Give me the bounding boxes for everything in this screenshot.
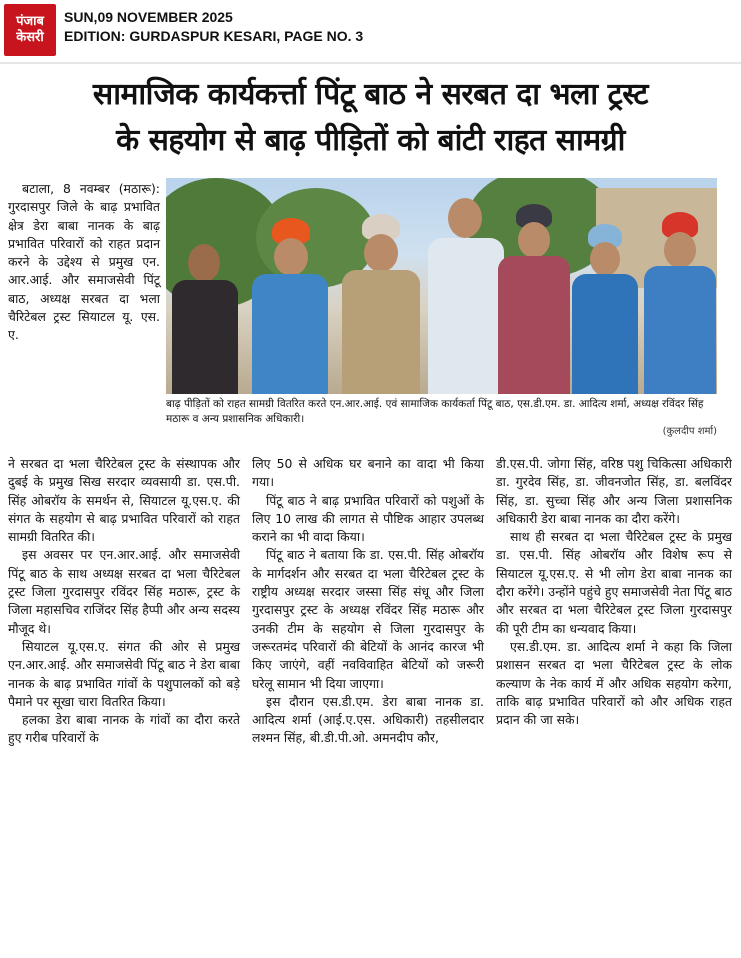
article-column-2 [252, 455, 484, 748]
article-column-3 [496, 455, 732, 729]
article-column-1 [8, 455, 240, 748]
publication-date: SUN,09 NOVEMBER 2025 [64, 9, 233, 25]
article-lead-column [8, 180, 160, 345]
photo-person [570, 224, 640, 394]
punjab-kesari-logo[interactable] [4, 4, 56, 56]
divider [0, 62, 741, 64]
article-photo[interactable] [166, 178, 717, 394]
article-paragraph: हलका डेरा बाबा नानक के गांवों का दौरा करते हुए गरीब परिवारों के [8, 712, 240, 746]
photo-person [496, 204, 572, 394]
photo-person [426, 198, 506, 394]
photo-person [642, 212, 717, 394]
article-paragraph: ने सरबत दा भला चैरिटेबल ट्रस्ट के संस्थापक और दुबई के प्रमुख सिख सरदार व्यवसायी डा. एस.पी. सिंह ओबरॉय के समर्थन से, सियाटल यू.एस.ए. की संगत के सहयोग से बाढ़ प्रभावित परिवारों को राहत सामग्री वितरित की। [8, 456, 240, 545]
edition-meta [64, 8, 363, 46]
photo-credit: (कुलदीप शर्मा) [662, 426, 717, 437]
headline-line-2: के सहयोग से बाढ़ पीड़ितों को बांटी राहत सामग्री [116, 123, 625, 158]
article-paragraph: पिंटू बाठ ने बताया कि डा. एस.पी. सिंह ओबरॉय के मार्गदर्शन और सरबत दा भला चैरिटेबल ट्रस्ट के राष्ट्रीय अध्यक्ष सरदार जस्सा सिंह संधू और जिला गुरदासपुर ट्रस्ट के अध्यक्ष रविंदर सिंह मठारू और उनकी टीम के सहयोग से जिला गुरदासपुर के जरूरतमंद परिवारों की बेटियों के आनंद कारज भी किए जाएंगे, वहीं नवविवाहित बेटियों को जरूरी घरेलू सामान भी दिया जाएगा। [252, 547, 484, 691]
article-paragraph: साथ ही सरबत दा भला चैरिटेबल ट्रस्ट के प्रमुख डा. एस.पी. सिंह ओबरॉय और विशेष रूप से सियाटल यू.एस.ए. से भी लोग डेरा बाबा नानक का दौरा करेंगे। उन्होंने पहुंचे हुए समाजसेवी नेता पिंटू बाठ और सरबत दा भला चैरिटेबल ट्रस्ट जिला गुरदासपुर की पूरी टीम का धन्यवाद किया। [496, 529, 732, 636]
article-paragraph: डी.एस.पी. जोगा सिंह, वरिष्ठ पशु चिकित्सा अधिकारी डा. गुरदेव सिंह, डा. जीवनजोत सिंह, डा. बलविंदर सिंह, डा. सुच्चा सिंह और अन्य जिला प्रशासनिक अधिकारी डेरा बाबा नानक का दौरा करेंगे। [496, 456, 732, 526]
article-paragraph: पिंटू बाठ ने बाढ़ प्रभावित परिवारों को पशुओं के लिए 10 लाख की लागत से पौष्टिक आहार उपलब्ध कराने का भी वादा किया। [252, 492, 484, 545]
article-paragraph: सियाटल यू.एस.ए. संगत की ओर से प्रमुख एन.आर.आई. और समाजसेवी पिंटू बाठ ने डेरा बाबा नानक के बाढ़ प्रभावित गांवों के पशुपालकों को बड़े पैमाने पर सूखा चारा वितरित किया। [8, 638, 240, 709]
edition-info: EDITION: GURDASPUR KESARI, PAGE NO. 3 [64, 28, 364, 44]
masthead-bar [0, 0, 741, 62]
logo-line-1: पंजाब [16, 14, 44, 29]
article-paragraph: इस दौरान एस.डी.एम. डेरा बाबा नानक डा. आदित्य शर्मा (आई.ए.एस. अधिकारी) तहसीलदार लश्मन सिंह, बी.डी.पी.ओ. अमनदीप कौर, [252, 693, 484, 746]
photo-person [248, 218, 330, 394]
article-paragraph: लिए 50 से अधिक घर बनाने का वादा भी किया गया। [252, 456, 484, 490]
page-bottom-edge [0, 950, 741, 958]
photo-person [338, 214, 422, 394]
photo-caption: बाढ़ पीड़ितों को राहत सामग्री वितरित करते एन.आर.आई. एवं सामाजिक कार्यकर्ता पिंटू बाठ, एस.डी.एम. डा. आदित्य शर्मा, अध्यक्ष रविंदर सिंह मठारू व अन्य प्रशासनिक अधिकारी। [166, 398, 704, 425]
article-lead: बटाला, 8 नवम्बर (मठारू): गुरदासपुर जिले के बाढ़ प्रभावित क्षेत्र डेरा बाबा नानक के बाढ़ प्रभावित परिवारों को राहत प्रदान करने के उद्देश्य से प्रमुख एन. आर.आई. और समाजसेवी पिंटू बाठ, अध्यक्ष सरबत दा भला चैरिटेबल ट्रस्ट सियाटल यू. एस. ए. [8, 181, 160, 343]
article-paragraph: एस.डी.एम. डा. आदित्य शर्मा ने कहा कि जिला प्रशासन सरबत दा भला चैरिटेबल ट्रस्ट के लोक कल्याण के नेक कार्य में और अधिक सहयोग करेगा, ताकि बाढ़ प्रभावित परिवारों को और अधिक राहत प्रदान की जा सके। [496, 638, 732, 728]
article-headline [10, 72, 731, 164]
photo-person [170, 244, 240, 394]
headline-line-1: सामाजिक कार्यकर्त्ता पिंटू बाठ ने सरबत दा भला ट्रस्ट [92, 77, 649, 112]
article-paragraph: इस अवसर पर एन.आर.आई. और समाजसेवी पिंटू बाठ के साथ अध्यक्ष सरबत दा भला चैरिटेबल ट्रस्ट जिला गुरदासपुर रविंदर सिंह मठारू, ट्रस्ट के जिला महासचिव राजिंदर सिंह हैप्पी और अन्य सदस्य मौजूद थे। [8, 547, 240, 636]
logo-line-2: केसरी [16, 30, 44, 45]
